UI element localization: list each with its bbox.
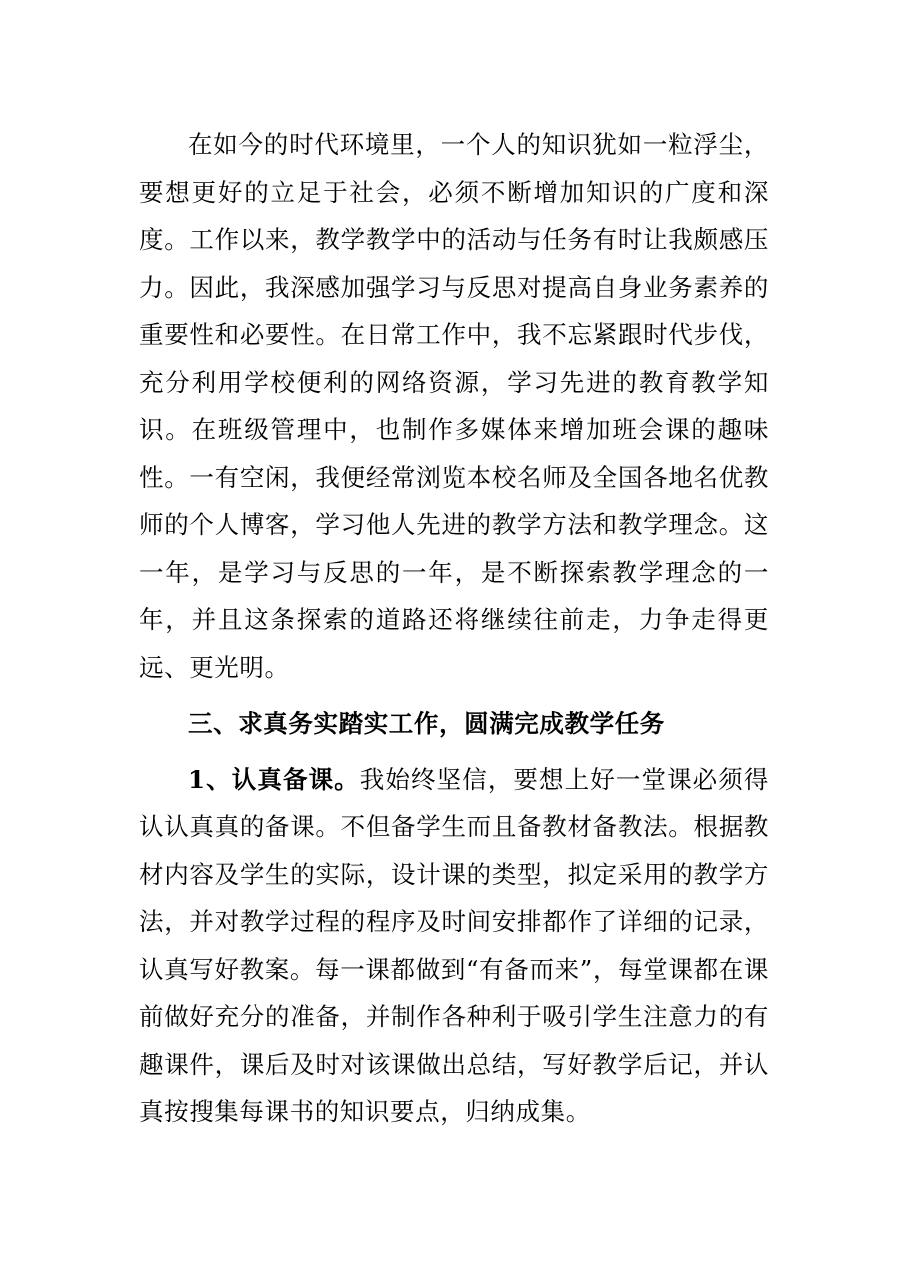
paragraph-reflection: 在如今的时代环境里，一个人的知识犹如一粒浮尘，要想更好的立足于社会，必须不断增加知识的广度和深度。工作以来，教学教学中的活动与任务有时让我颇感压力。因此，我深感加强学习与反思对提高自身业务素养的重要性和必要性。在日常工作中，我不忘紧跟时代步伐，充分利用学校便利的网络资源，学习先进的教育教学知识。在班级管理中，也制作多媒体来增加班会课的趣味性。一有空闲，我便经常浏览本校名师及全国各地名优教师的个人博客，学习他人先进的教学方法和教学理念。这一年，是学习与反思的一年，是不断探索教学理念的一年，并且这条探索的道路还将继续往前走，力争走得更远、更光明。 xyxy=(139,130,769,682)
section-heading: 三、求真务实踏实工作，圆满完成教学任务 xyxy=(188,709,665,738)
item-lead: 1、认真备课。 xyxy=(188,764,360,794)
document-body xyxy=(139,121,769,1136)
paragraph-lesson-prep xyxy=(139,756,769,1136)
item-body: 我始终坚信，要想上好一堂课必须得认认真真的备课。不但备学生而且备教材备教法。根据教材内容及学生的实际，设计课的类型，拟定采用的教学方法，并对教学过程的程序及时间安排都作了详细的记录，认真写好教案。每一课都做到“有备而来”，每堂课都在课前做好充分的准备，并制作各种利于吸引学生注意力的有趣课件，课后及时对该课做出总结，写好教学后记，并认真按搜集每课书的知识要点，归纳成集。 xyxy=(139,764,769,1126)
